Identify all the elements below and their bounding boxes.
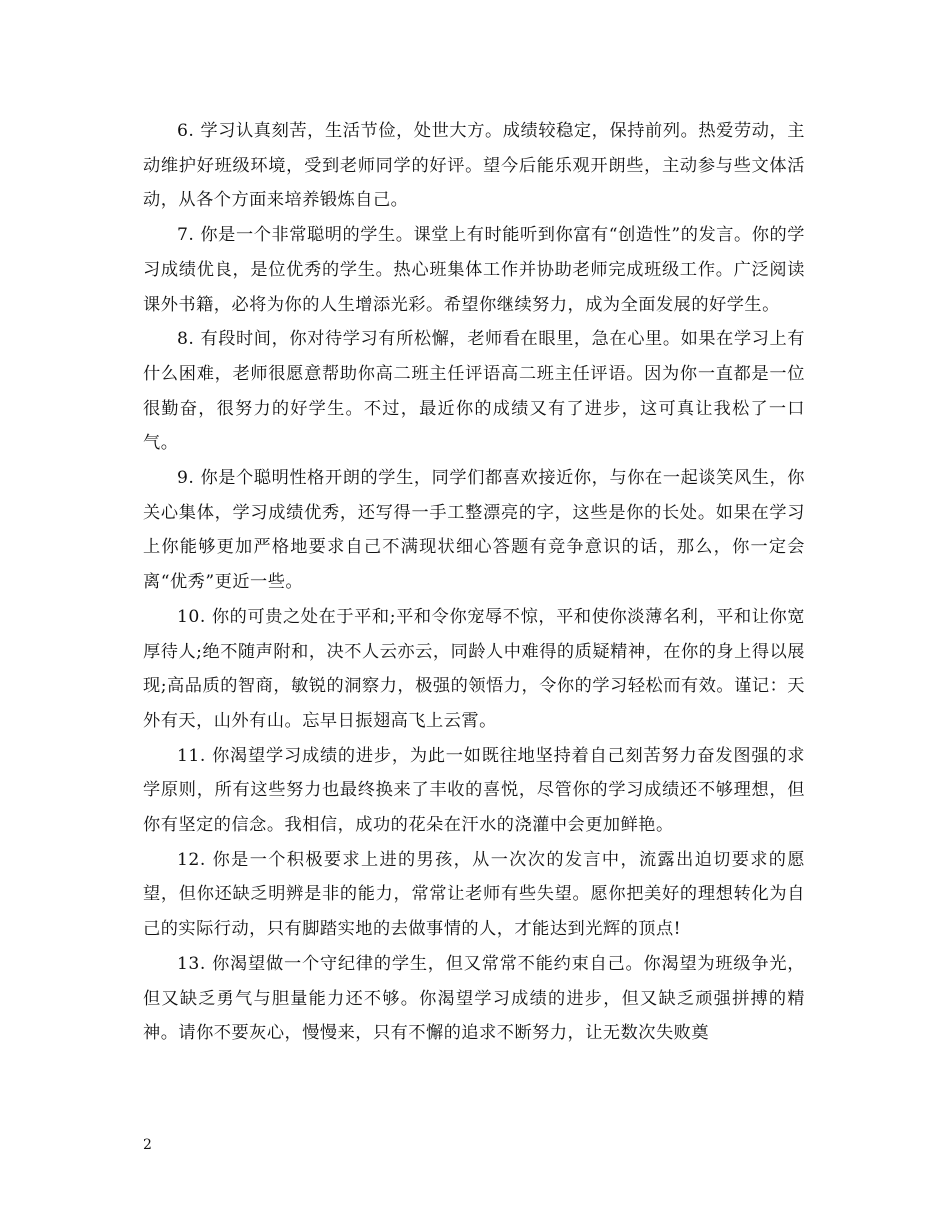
comment-paragraph-6: 6. 学习认真刻苦，生活节俭，处世大方。成绩较稳定，保持前列。热爱劳动，主动维护好班级环境，受到老师同学的好评。望今后能乐观开朗些，主动参与些文体活动，从各个方面来培养锻炼自己。 [143,121,805,211]
document-body [143,114,805,1051]
comment-paragraph-11: 11. 你渴望学习成绩的进步，为此一如既往地坚持着自己刻苦努力奋发图强的求学原则，所有这些努力也最终换来了丰收的喜悦，尽管你的学习成绩还不够理想，但你有坚定的信念。我相信，成功的花朵在汗水的浇灌中会更加鲜艳。 [143,745,805,836]
comment-paragraph-12: 12. 你是一个积极要求上进的男孩，从一次次的发言中，流露出迫切要求的愿望，但你还缺乏明辨是非的能力，常常让老师有些失望。愿你把美好的理想转化为自己的实际行动，只有脚踏实地的去做事情的人，才能达到光辉的顶点! [143,849,805,940]
comment-paragraph-13: 13. 你渴望做一个守纪律的学生，但又常常不能约束自己。你渴望为班级争光，但又缺乏勇气与胆量能力还不够。你渴望学习成绩的进步，但又缺乏顽强拼搏的精神。请你不要灰心，慢慢来，只有不懈的追求不断努力，让无数次失败奠 [143,953,805,1044]
comment-paragraph-8: 8. 有段时间，你对待学习有所松懈，老师看在眼里，急在心里。如果在学习上有什么困难，老师很愿意帮助你高二班主任评语高二班主任评语。因为你一直都是一位很勤奋，很努力的好学生。不过，最近你的成绩又有了进步，这可真让我松了一口气。 [143,329,805,454]
comment-paragraph-7: 7. 你是一个非常聪明的学生。课堂上有时能听到你富有“创造性”的发言。你的学习成绩优良，是位优秀的学生。热心班集体工作并协助老师完成班级工作。广泛阅读课外书籍，必将为你的人生增添光彩。希望你继续努力，成为全面发展的好学生。 [143,225,805,315]
page-number: 2 [143,1137,152,1153]
comment-paragraph-9: 9. 你是个聪明性格开朗的学生，同学们都喜欢接近你，与你在一起谈笑风生，你关心集体，学习成绩优秀，还写得一手工整漂亮的字，这些是你的长处。如果在学习上你能够更加严格地要求自己不满现状细心答题有竞争意识的话，那么，你一定会离“优秀”更近一些。 [143,468,805,593]
comment-paragraph-10: 10. 你的可贵之处在于平和;平和令你宠辱不惊，平和使你淡薄名利，平和让你宽厚待人;绝不随声附和，决不人云亦云，同龄人中难得的质疑精神，在你的身上得以展现;高品质的智商，敏锐的洞察力，极强的领悟力，令你的学习轻松而有效。谨记：天外有天，山外有山。忘早日振翅高飞上云霄。 [143,606,805,731]
